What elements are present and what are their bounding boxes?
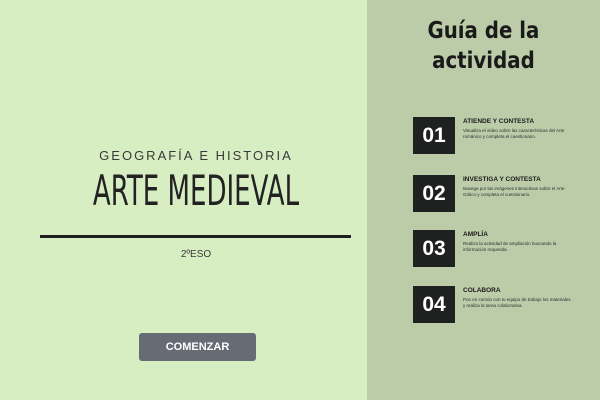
step-heading: AMPLÍA bbox=[463, 231, 488, 238]
page-title: ARTE MEDIEVAL bbox=[92, 166, 300, 215]
step-heading: INVESTIGA Y CONTESTA bbox=[463, 176, 541, 183]
step-description: Realiza la actividad de ampliación buscando la información requerida. bbox=[463, 241, 557, 252]
step-description: Pon en común con tu equipo de trabajo los materiales y realiza la tarea colaborativa. bbox=[463, 297, 571, 308]
step-number: 04 bbox=[413, 286, 455, 323]
step-number: 02 bbox=[413, 175, 455, 212]
subject-label: GEOGRAFÍA E HISTORIA bbox=[99, 148, 293, 163]
step-description: Visualiza el vídeo sobre las características del Arte románico y completa el cuestionario. bbox=[463, 128, 565, 139]
guide-title-line2: actividad bbox=[432, 48, 535, 74]
step-description: Navega por las imágenes interactivas sobre el Arte Gótico y completa el cuestionario. bbox=[463, 186, 565, 197]
step-heading: ATIENDE Y CONTESTA bbox=[463, 118, 535, 125]
title-divider bbox=[40, 235, 351, 238]
guide-title-line1: Guía de la bbox=[427, 18, 540, 44]
step-number: 01 bbox=[413, 117, 455, 154]
guide-title bbox=[383, 16, 583, 76]
step-heading: COLABORA bbox=[463, 287, 501, 294]
grade-label: 2ºESO bbox=[180, 249, 212, 260]
step-number: 03 bbox=[413, 230, 455, 267]
start-button[interactable]: COMENZAR bbox=[139, 333, 256, 361]
